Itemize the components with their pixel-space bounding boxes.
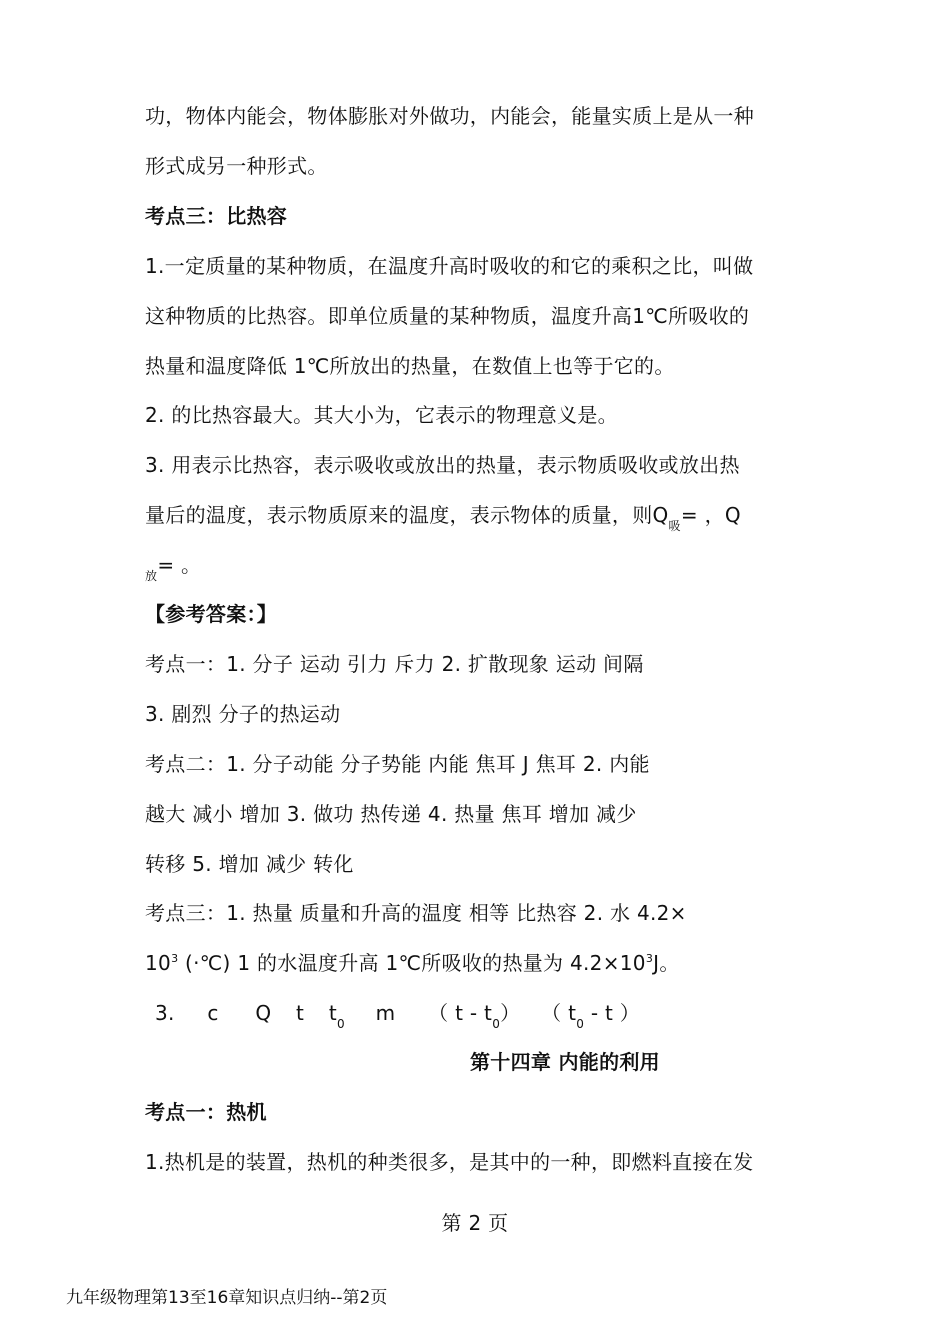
text-line: 1.一定质量的某种物质，在温度升高时吸收的和它的乘积之比，叫做 <box>145 254 754 278</box>
text-fragment: ） <box>500 1001 521 1025</box>
subscript: 0 <box>492 1017 501 1031</box>
text-fragment: t <box>328 1001 338 1025</box>
section-heading: 考点三：比热容 <box>145 204 288 228</box>
text-fragment: Q <box>255 1001 272 1025</box>
text-fragment: 3. <box>155 1001 175 1025</box>
answer-line: 考点二：1. 分子动能 分子势能 内能 焦耳 J 焦耳 2. 内能 <box>145 752 650 776</box>
chapter-title: 第十四章 内能的利用 <box>470 1050 660 1074</box>
answer-line <box>145 948 680 982</box>
text-fragment: = 。 <box>157 553 202 577</box>
text-line: 2. 的比热容最大。其大小为，它表示的物理意义是。 <box>145 403 618 427</box>
subscript: 0 <box>337 1017 345 1031</box>
section-heading: 考点一：热机 <box>145 1100 267 1124</box>
page-number: 第 2 页 <box>441 1211 509 1235</box>
answer-line: 转移 5. 增加 减少 转化 <box>145 852 354 876</box>
subscript: 0 <box>576 1017 585 1031</box>
answer-line <box>155 998 640 1031</box>
answer-line: 考点三：1. 热量 质量和升高的温度 相等 比热容 2. 水 4.2× <box>145 901 687 925</box>
text-fragment: 10 <box>145 951 172 975</box>
answer-line: 3. 剧烈 分子的热运动 <box>145 702 341 726</box>
answer-line: 考点一：1. 分子 运动 引力 斥力 2. 扩散现象 运动 间隔 <box>145 652 644 676</box>
subscript: 放 <box>145 569 158 583</box>
document-footer: 九年级物理第13至16章知识点归纳--第2页 <box>66 1288 388 1308</box>
text-fragment: （ t <box>541 1001 577 1025</box>
text-line: 功，物体内能会，物体膨胀对外做功，内能会，能量实质上是从一种 <box>145 104 754 128</box>
text-line <box>145 550 201 583</box>
text-line <box>145 500 741 533</box>
text-fragment: c <box>207 1001 219 1025</box>
text-line: 这种物质的比热容。即单位质量的某种物质，温度升高1℃所吸收的 <box>145 304 750 328</box>
text-fragment: t <box>296 1001 305 1025</box>
superscript: 3 <box>645 952 654 965</box>
text-line: 3. 用表示比热容，表示吸收或放出的热量，表示物质吸收或放出热 <box>145 453 740 477</box>
text-line: 1.热机是的装置，热机的种类很多，是其中的一种，即燃料直接在发 <box>145 1150 754 1174</box>
text-line: 形式成另一种形式。 <box>145 154 328 178</box>
text-fragment: J。 <box>653 951 680 975</box>
text-fragment: - t ） <box>584 1001 641 1025</box>
text-line: 热量和温度降低 1℃所放出的热量，在数值上也等于它的。 <box>145 354 675 378</box>
text-fragment: = ，Q <box>680 503 741 527</box>
text-fragment: (·℃) 1 的水温度升高 1℃所吸收的热量为 4.2×10 <box>178 951 646 975</box>
text-fragment: （ t - t <box>428 1001 493 1025</box>
text-fragment: m <box>375 1001 396 1025</box>
subscript: 吸 <box>668 519 681 533</box>
text-fragment: 量后的温度，表示物质原来的温度，表示物体的质量，则Q <box>145 503 669 527</box>
answer-line: 越大 减小 增加 3. 做功 热传递 4. 热量 焦耳 增加 减少 <box>145 802 637 826</box>
superscript: 3 <box>171 952 179 965</box>
answer-heading: 【参考答案：】 <box>145 602 278 626</box>
